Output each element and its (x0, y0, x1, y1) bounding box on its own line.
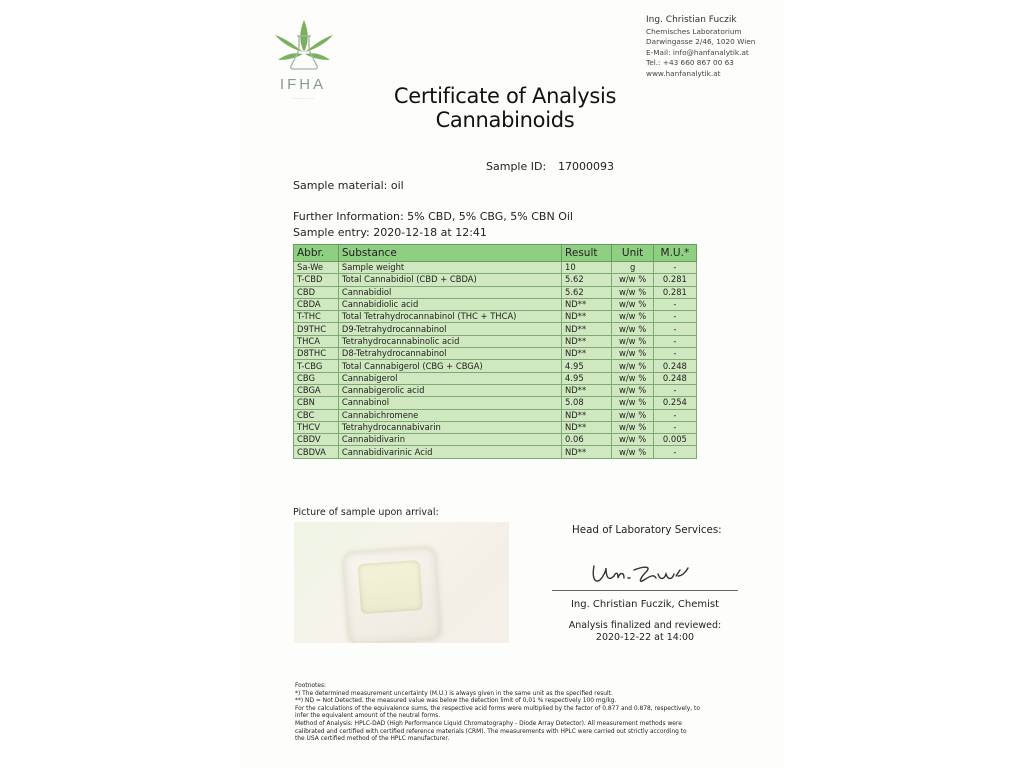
table-row (294, 262, 697, 274)
header-unit: Unit (612, 245, 653, 262)
cell-mu: 0.248 (653, 372, 696, 384)
page-title (350, 84, 660, 132)
lab-phone: Tel.: +43 660 867 00 63 (646, 58, 734, 68)
cell-mu: - (653, 348, 696, 360)
footnote-line: infer the equivalent amount of the neutral forms. (295, 713, 441, 720)
cell-unit: w/w % (612, 298, 653, 310)
header-abbr: Abbr. (294, 245, 339, 262)
header-substance: Substance (338, 245, 561, 262)
table-header-row (294, 245, 697, 262)
results-table (293, 244, 697, 459)
cell-mu: - (653, 323, 696, 335)
cell-unit: w/w % (612, 360, 653, 372)
further-information: Further Information: 5% CBD, 5% CBG, 5% CBN Oil (293, 210, 573, 223)
cell-mu: 0.248 (653, 360, 696, 372)
sample-tray-well (358, 560, 423, 614)
cell-abbr: T-THC (294, 311, 339, 323)
cell-unit: w/w % (612, 446, 653, 458)
logo-wordmark: IFHA (279, 76, 327, 93)
table-row (294, 372, 697, 384)
lab-name: Ing. Christian Fuczik (646, 15, 737, 25)
table-row (294, 434, 697, 446)
cell-abbr: CBGA (294, 384, 339, 396)
cell-unit: w/w % (612, 372, 653, 384)
cell-mu: 0.005 (653, 434, 696, 446)
cell-substance: Cannabidivarin (338, 434, 561, 446)
footnote-line: *) The determined measurement uncertainty (M.U.) is always given in the same unit as the specified result. (295, 690, 613, 697)
cell-result: ND** (562, 348, 612, 360)
cell-result: 5.62 (562, 286, 612, 298)
header-mu: M.U.* (653, 245, 696, 262)
table-row (294, 286, 697, 298)
lab-email: E-Mail: info@hanfanalytik.at (646, 47, 749, 57)
cell-result: ND** (562, 421, 612, 433)
cell-result: 10 (562, 262, 612, 274)
table-row (294, 323, 697, 335)
cell-abbr: CBG (294, 372, 339, 384)
logo-tagline: ——————— (291, 96, 315, 100)
table-row (294, 446, 697, 458)
cell-mu: - (653, 446, 696, 458)
table-row (294, 274, 697, 286)
table-row (294, 421, 697, 433)
cell-substance: Total Cannabigerol (CBG + CBGA) (338, 360, 561, 372)
lab-address: Darwingasse 2/46, 1020 Wien (646, 37, 756, 47)
cell-result: ND** (562, 323, 612, 335)
cell-mu: 0.254 (653, 397, 696, 409)
table-row (294, 360, 697, 372)
cell-unit: g (612, 262, 653, 274)
title-line-2: Cannabinoids (435, 108, 575, 132)
picture-label: Picture of sample upon arrival: (293, 507, 439, 518)
table-row (294, 384, 697, 396)
cell-unit: w/w % (612, 286, 653, 298)
cell-unit: w/w % (612, 274, 653, 286)
finalized-label: Analysis finalized and reviewed: (568, 620, 722, 631)
cell-mu: - (653, 298, 696, 310)
cell-substance: Cannabigerolic acid (338, 384, 561, 396)
cell-unit: w/w % (612, 397, 653, 409)
header-result: Result (562, 245, 612, 262)
cell-result: ND** (562, 409, 612, 421)
cell-unit: w/w % (612, 348, 653, 360)
cell-result: ND** (562, 446, 612, 458)
cell-substance: Cannabidiol (338, 286, 561, 298)
cell-mu: - (653, 335, 696, 347)
cell-mu: 0.281 (653, 286, 696, 298)
lab-contact-block (646, 15, 755, 79)
cell-result: 5.08 (562, 397, 612, 409)
cell-substance: D9-Tetrahydrocannabinol (338, 323, 561, 335)
cell-result: ND** (562, 384, 612, 396)
footnote-line: calibrated and certified with certified reference materials (CRM). The measurements with HPLC were carried out strictly according to (295, 728, 687, 735)
footnote-line: Footnotes: (295, 683, 327, 689)
footnote-line: the USA certified method of the HPLC manufacturer. (295, 736, 450, 743)
cell-substance: Cannabinol (338, 397, 561, 409)
cell-substance: D8-Tetrahydrocannabinol (338, 348, 561, 360)
sample-id-row (486, 160, 614, 173)
cell-unit: w/w % (612, 421, 653, 433)
footnotes (295, 683, 755, 744)
cell-abbr: CBD (294, 286, 339, 298)
cell-abbr: D8THC (294, 348, 339, 360)
cell-result: ND** (562, 335, 612, 347)
finalized-date: 2020-12-22 at 14:00 (595, 632, 695, 643)
cell-abbr: T-CBD (294, 274, 339, 286)
cell-substance: Cannabigerol (338, 372, 561, 384)
cell-result: 4.95 (562, 360, 612, 372)
cell-substance: Total Cannabidiol (CBD + CBDA) (338, 274, 561, 286)
cell-abbr: CBC (294, 409, 339, 421)
cell-abbr: CBDV (294, 434, 339, 446)
cell-abbr: CBDA (294, 298, 339, 310)
cell-mu: - (653, 384, 696, 396)
cell-mu: - (653, 421, 696, 433)
cell-abbr: D9THC (294, 323, 339, 335)
signature-image (588, 556, 698, 590)
sample-photo (294, 522, 509, 643)
cell-substance: Cannabidiolic acid (338, 298, 561, 310)
table-row (294, 409, 697, 421)
sample-material: Sample material: oil (293, 179, 404, 192)
cell-abbr: THCA (294, 335, 339, 347)
sample-tray (343, 547, 441, 643)
cell-result: ND** (562, 311, 612, 323)
table-row (294, 348, 697, 360)
footnote-line: For the calculations of the equivalence sums, the respective acid forms were multiplied by the factor of 0.877 and 0.878, respectively, to (295, 705, 700, 712)
cell-unit: w/w % (612, 323, 653, 335)
cell-substance: Cannabidivarinic Acid (338, 446, 561, 458)
finalized-block (552, 620, 738, 644)
head-of-lab-label: Head of Laboratory Services: (572, 524, 722, 536)
cell-mu: - (653, 311, 696, 323)
cell-unit: w/w % (612, 434, 653, 446)
cell-result: 5.62 (562, 274, 612, 286)
cell-unit: w/w % (612, 384, 653, 396)
cell-mu: - (653, 409, 696, 421)
cell-result: ND** (562, 298, 612, 310)
cell-substance: Tetrahydrocannabinolic acid (338, 335, 561, 347)
cell-mu: - (653, 262, 696, 274)
cell-result: 0.06 (562, 434, 612, 446)
lab-subtitle: Chemisches Laboratorium (646, 27, 742, 36)
cell-unit: w/w % (612, 409, 653, 421)
cell-abbr: Sa-We (294, 262, 339, 274)
table-row (294, 397, 697, 409)
sample-entry: Sample entry: 2020-12-18 at 12:41 (293, 226, 487, 239)
lab-web: www.hanfanalytik.at (646, 68, 721, 78)
cell-abbr: CBDVA (294, 446, 339, 458)
sample-id-value: 17000093 (558, 160, 614, 173)
cell-abbr: THCV (294, 421, 339, 433)
cell-abbr: CBN (294, 397, 339, 409)
cell-mu: 0.281 (653, 274, 696, 286)
cannabis-leaf-flask-icon (272, 18, 336, 78)
cell-unit: w/w % (612, 335, 653, 347)
sample-id-label: Sample ID: (486, 160, 547, 173)
cell-result: 4.95 (562, 372, 612, 384)
cell-substance: Tetrahydrocannabivarin (338, 421, 561, 433)
cell-abbr: T-CBG (294, 360, 339, 372)
title-line-1: Certificate of Analysis (393, 84, 617, 108)
footnote-line: Method of Analysis: HPLC-DAD (High Performance Liquid Chromatography - Diode Array Detector). All measurement methods were (295, 720, 682, 727)
cell-unit: w/w % (612, 311, 653, 323)
signature-line (552, 590, 738, 591)
table-row (294, 335, 697, 347)
cell-substance: Sample weight (338, 262, 561, 274)
cell-substance: Cannabichromene (338, 409, 561, 421)
table-row (294, 311, 697, 323)
table-row (294, 298, 697, 310)
footnote-line: **) ND = Not Detected. the measured value was below the detection limit of 0,01 % respectively 100 mg/kg. (295, 698, 617, 705)
cell-substance: Total Tetrahydrocannabinol (THC + THCA) (338, 311, 561, 323)
chemist-name: Ing. Christian Fuczik, Chemist (570, 599, 720, 610)
